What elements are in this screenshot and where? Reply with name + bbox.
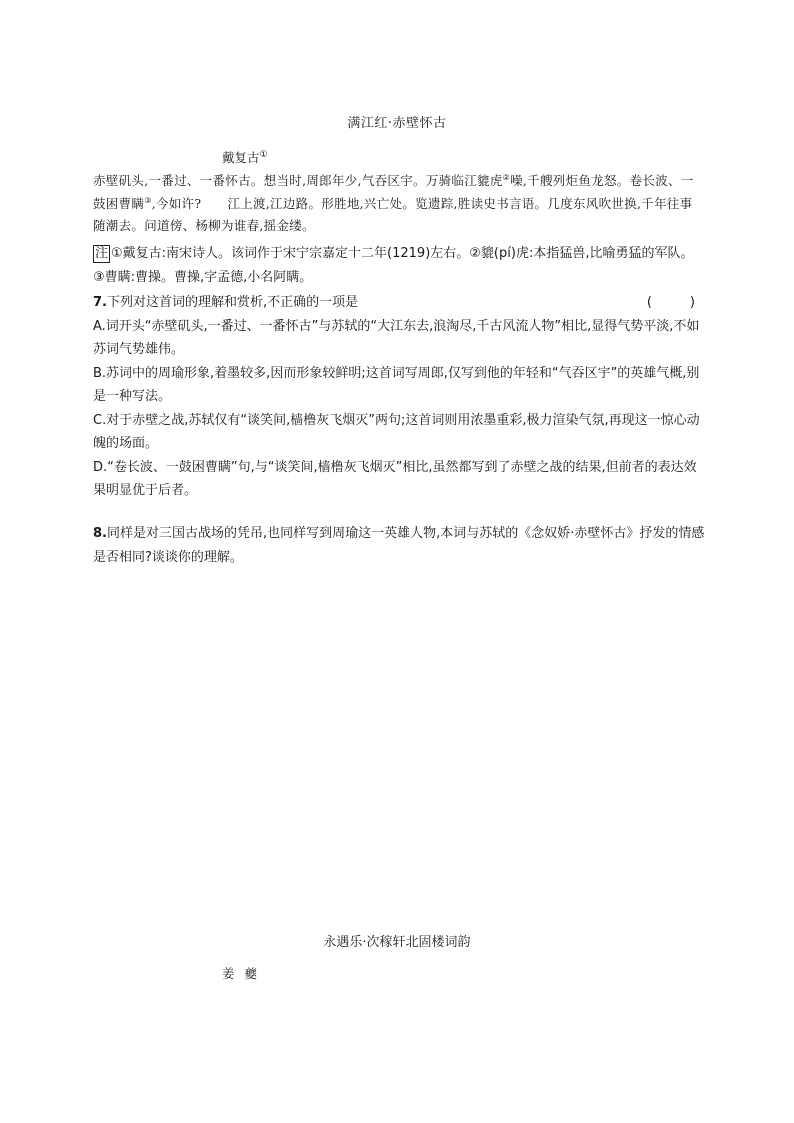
question-8 (93, 522, 705, 569)
option-a: A.词开头“赤壁矶头,一番过、一番怀古”与苏轼的“大江东去,浪淘尽,千古风流人物”相比,显得气势平淡,不如苏词气势雄伟。 (93, 318, 700, 357)
poem-body (93, 170, 705, 238)
poem-line-3: 风吹世换,千年往事随潮去。问道傍、杨柳为谁春,摇金缕。 (93, 195, 693, 233)
question-7-number: 7. (93, 295, 107, 310)
footnote-mark-3: ③ (144, 195, 152, 205)
poem-line-2a: 长波、一鼓困曹瞒 (93, 173, 694, 211)
question-7-stem (93, 291, 705, 315)
poem-line-2c: 江上渡,江边路。形胜地,兴亡处。览遗踪,胜读史书言语。几度东 (227, 195, 586, 211)
option-d: D.“卷长波、一鼓困曹瞒”句,与“谈笑间,樯橹灰飞烟灭”相比,虽然都写到了赤壁之战的结果,但前者的表达效果明显优于后者。 (93, 459, 697, 498)
poem-author (222, 148, 268, 166)
annotation-notes (93, 242, 705, 289)
notes-text: ①戴复古:南宋诗人。该词作于宋宁宗嘉定十二年(1219)左右。②貔(pí)虎:本指猛兽,比喻勇猛的军队。③曹瞒:曹操。曹操,字孟德,小名阿瞒。 (93, 246, 694, 285)
second-poem-author: 姜夔 (222, 966, 268, 981)
question-7-text: 下列对这首词的理解和赏析,不正确的一项是 (106, 295, 359, 310)
question-8-number: 8. (93, 526, 107, 541)
footnote-mark-2: ② (502, 172, 511, 182)
option-b: B.苏词中的周瑜形象,着墨较多,因而形象较鲜明;这首词写周郎,仅写到他的年轻和“气吞区宇”的英雄气概,别是一种写法。 (93, 365, 700, 404)
poem-line-1b: 噪,千艘列炬鱼龙怒。卷 (510, 173, 643, 188)
question-7 (93, 291, 705, 503)
author-footnote-mark: ① (259, 149, 268, 160)
poem-title: 满江红·赤壁怀古 (347, 116, 447, 131)
second-poem-title: 永遇乐·次稼轩北固楼词韵 (323, 935, 471, 950)
notes-tag: 注 (95, 246, 109, 261)
poem-line-1a: 赤壁矶头,一番过、一番怀古。想当时,周郎年少,气吞区宇。万骑临江貔虎 (93, 173, 503, 188)
question-8-text: 同样是对三国古战场的凭吊,也同样写到周瑜这一英雄人物,本词与苏轼的《念奴娇·赤壁怀古》抒发的情感是否相同?谈谈你的理解。 (93, 526, 705, 565)
poem-line-2b: ,今如许? (151, 195, 202, 211)
poem-author-name: 戴复古 (222, 150, 260, 165)
answer-blank: ( ) (646, 295, 699, 310)
option-c: C.对于赤壁之战,苏轼仅有“谈笑间,樯橹灰飞烟灭”两句;这首词则用浓墨重彩,极力渲染气氛,再现这一惊心动魄的场面。 (93, 412, 700, 451)
